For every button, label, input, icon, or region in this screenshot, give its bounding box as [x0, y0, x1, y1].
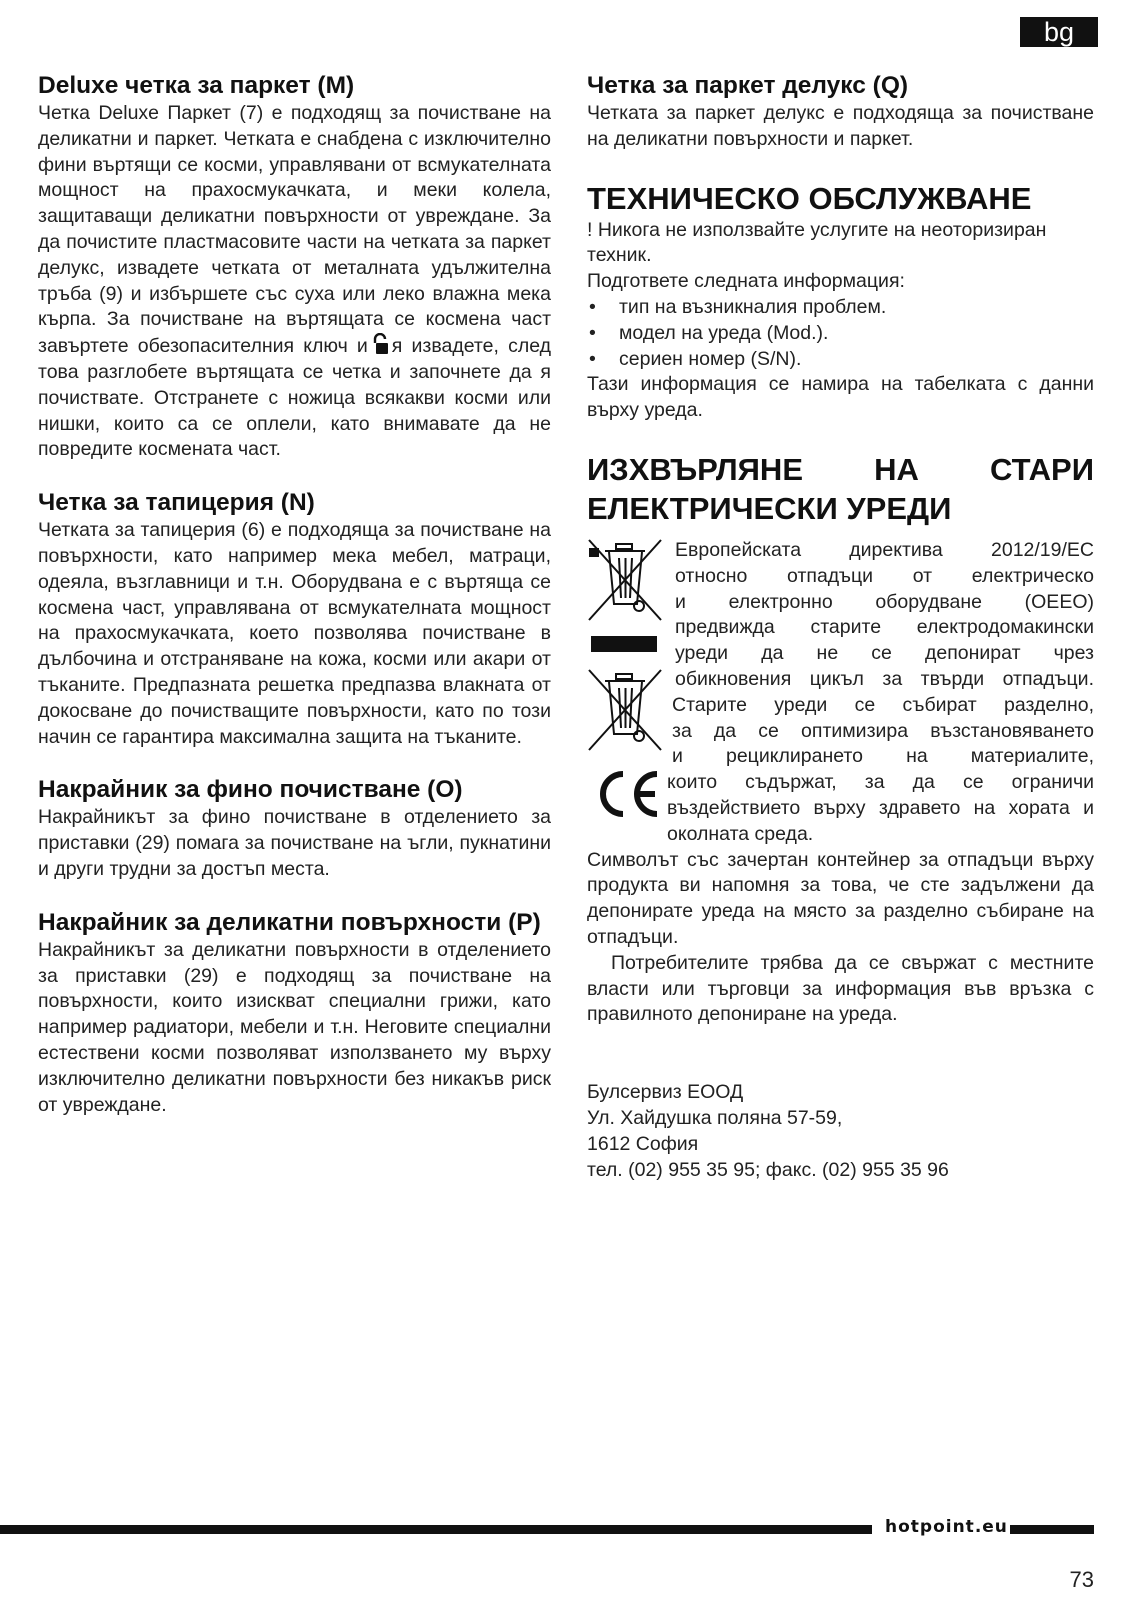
section-disposal [587, 450, 1094, 1028]
bullet: • [589, 347, 596, 370]
section-maintenance [587, 179, 1094, 424]
weee-line: околната среда. [667, 822, 814, 845]
maintenance-prepare: Подгответе следната информация: [587, 270, 905, 293]
footer-rule-left [0, 1525, 872, 1534]
footer-rule-right [1010, 1525, 1094, 1534]
symbol-paragraph: Символът със зачертан контейнер за отпадъци върху продукта ви напомня за това, че сте задължени да депонирате уреда на място за разделно събиране на отпадъци. [587, 848, 1094, 948]
address-city: 1612 София [587, 1132, 699, 1155]
crossed-bin-icon [587, 538, 663, 622]
section-paragraph: Четката за тапицерия (6) е подходяща за почистване на повърхности, като например мека мебел, матраци, одеяла, възглавници и т.н. Оборудвана е с въртяща се космена част, управлявана от всмукателната мощност на прахосмукачката, което позволява почистване в дълбочина и отстраняване на кожа, косми или акари от тъканите. Предпазната решетка предпазва влакната от докосване до почистващите повърхности, като по този начин се гарантира максимална защита на тъканите. [38, 519, 551, 748]
address-company: Булсервиз ЕООД [587, 1081, 744, 1104]
address-phone: тел. (02) 955 35 95; факс. (02) 955 35 96 [587, 1158, 949, 1181]
weee-line: обикновения цикъл за твърди отпадъци. [675, 667, 1094, 690]
list-item [587, 347, 1094, 373]
bullet: • [589, 321, 596, 344]
weee-line: Европейската директива 2012/19/ЕС [675, 538, 1094, 561]
maintenance-note: Тази информация се намира на табелката с данни върху уреда. [587, 373, 1094, 422]
page-number: 73 [1069, 1567, 1094, 1592]
contact-paragraph: Потребителите трябва да се свържат с местните власти или търговци за информация във връзка с правилното депониране на уреда. [587, 951, 1094, 1026]
disposal-heading-line2: ЕЛЕКТРИЧЕСКИ УРЕДИ [587, 490, 952, 526]
section-deluxe-brush-q [587, 70, 1094, 153]
paragraph-text-part2: я извадете, след това разглобете въртящата се четка и започнете да я почиствате. Отстранете с ножица всякакви косми или нишки, които са се оплели, като внимавате да не повредите космената част. [38, 335, 551, 461]
section-paragraph: Накрайникът за деликатни повърхности в отделението за приставки (29) е подходящ за почистване на повърхности, които изискват специални грижи, като например радиатори, мебели и т.н. Неговите специални естествени косми позволяват използването му върху изключително деликатни повърхности без никакъв риск от увреждане. [38, 938, 551, 1116]
weee-line: и рециклирането на материалите, [672, 745, 1094, 768]
weee-line: които съдържат, за да се ограничи [667, 771, 1094, 794]
right-column [587, 70, 1094, 1183]
weee-line: въздействието върху здравето на хората и [667, 796, 1094, 819]
weee-line: Старите уреди се събират разделно, [672, 693, 1094, 716]
bullet: • [589, 295, 596, 318]
list-item-text: сериен номер (S/N). [619, 347, 802, 370]
list-item [587, 295, 1094, 321]
section-title: Накрайник за фино почистване (O) [38, 776, 463, 804]
section-paragraph: Четката за паркет делукс е подходяща за почистване на деликатни повърхности и паркет. [587, 102, 1094, 150]
weee-text [587, 538, 1094, 848]
heading-word: НА [874, 451, 919, 487]
section-delicate-nozzle [38, 907, 551, 1119]
crossed-bin-icon [587, 668, 663, 752]
black-bar-icon [591, 636, 657, 652]
section-title: Четка за паркет делукс (Q) [587, 72, 909, 99]
section-paragraph [38, 101, 551, 463]
service-address [587, 1080, 1094, 1183]
maintenance-heading: ТЕХНИЧЕСКО ОБСЛУЖВАНЕ [587, 180, 1032, 216]
lock-open-icon [371, 333, 389, 355]
maintenance-warning: ! Никога не използвайте услугите на неоторизиран техник. [587, 218, 1047, 267]
heading-word: СТАРИ [990, 451, 1094, 487]
weee-line: предвижда старите електродомакински [675, 616, 1094, 639]
footer-brand: hotpoint.eu [885, 1517, 1008, 1537]
section-title: Deluxe четка за паркет (M) [38, 72, 355, 99]
section-deluxe-parquet-brush [38, 70, 551, 463]
left-column [38, 70, 551, 1142]
language-badge: bg [1020, 17, 1098, 47]
paragraph-text-part1: Четка Deluxe Паркет (7) е подходящ за почистване на деликатни и паркет. Четката е снабдена с изключително фини въртящи се косми, управлявани от всмукателната мощност на прахосмукачката, и меки колела, защитаващи деликатни повърхности от увреждане. За да почистите пластмасовите части на четката за паркет делукс, извадете четката от металната удължителна тръба (9) и избършете със суха или леко влажна мека кърпа. За почистване на въртящата се космена част завъртете обезопасителния ключ и [38, 102, 551, 358]
list-item [587, 321, 1094, 347]
heading-word: ИЗХВЪРЛЯНЕ [587, 451, 804, 487]
weee-line: относно отпадъци от електрическо [675, 564, 1094, 587]
disposal-heading-line1 [587, 450, 1094, 489]
section-title: Четка за тапицерия (N) [38, 489, 315, 517]
weee-line: за да се оптимизира възстановяването [672, 719, 1094, 742]
section-title: Накрайник за деликатни повърхности (P) [38, 908, 541, 936]
weee-line: и електронно оборудване (ОЕЕО) [675, 590, 1094, 613]
maintenance-list [587, 295, 1094, 372]
address-street: Ул. Хайдушка поляна 57-59, [587, 1106, 843, 1129]
section-crevice-nozzle [38, 774, 551, 882]
ce-mark-icon [593, 768, 663, 820]
weee-block [587, 538, 1094, 848]
list-item-text: тип на възникналия проблем. [619, 295, 887, 318]
section-paragraph: Накрайникът за фино почистване в отделението за приставки (29) помага за почистване на ъгли, пукнатини и други трудни за достъп места. [38, 806, 551, 880]
weee-line: уреди да не се депонират чрез [675, 642, 1094, 665]
section-upholstery-brush [38, 487, 551, 750]
list-item-text: модел на уреда (Mod.). [619, 321, 829, 344]
